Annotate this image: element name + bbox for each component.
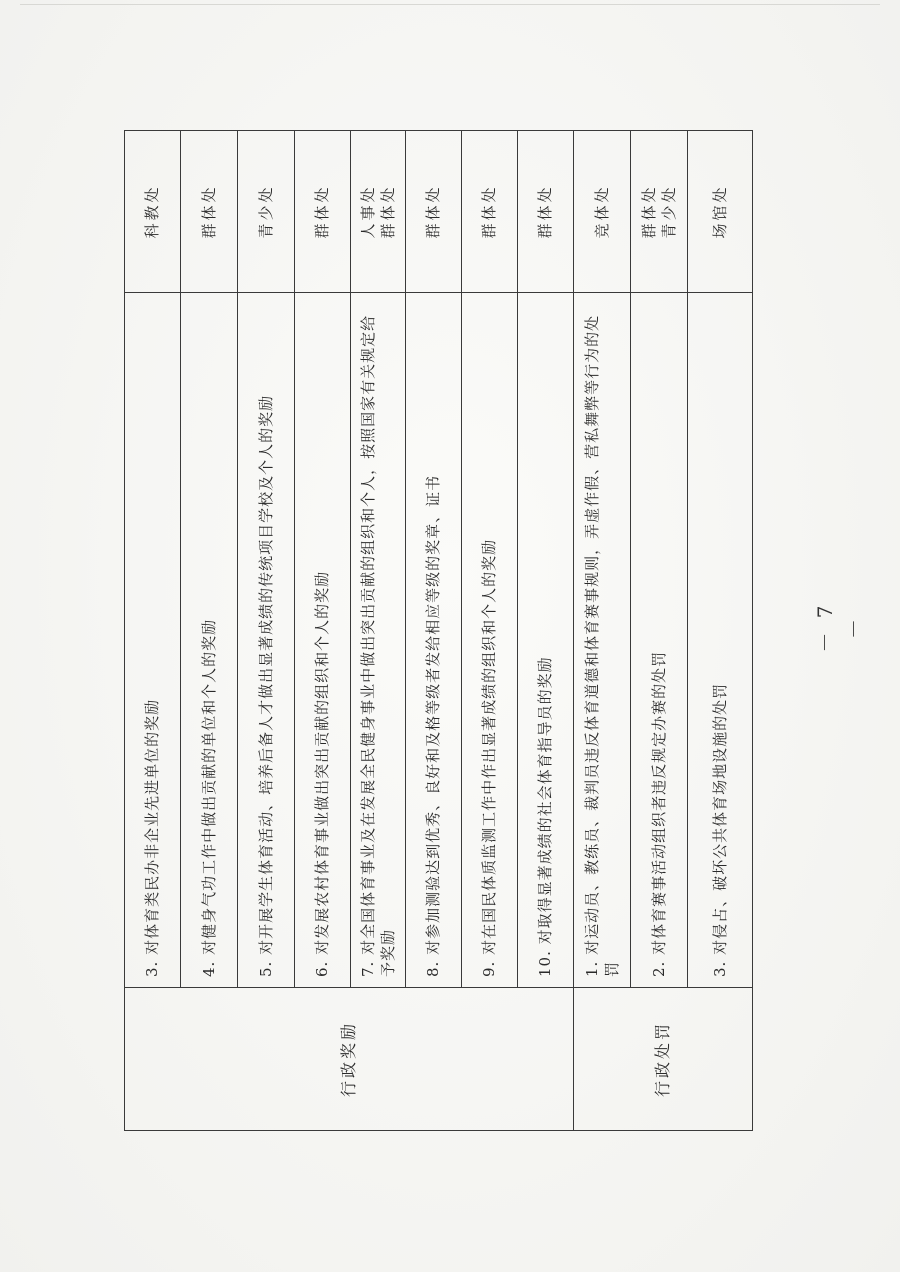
item-cell: 5. 对开展学生体育活动、培养后备人才做出显著成绩的传统项目学校及个人的奖励 [238,293,295,988]
dept-cell [688,131,753,293]
dept-cell [406,131,462,293]
top-edge-line [20,0,880,5]
item-cell: 10. 对取得显著成绩的社会体育指导员的奖励 [518,293,574,988]
dept-label: 群体处 [536,184,555,239]
dept-cell [631,131,688,293]
dept-label: 青少处 [660,184,678,239]
dept-label: 青少处 [256,184,275,239]
dept-label: 群体处 [480,184,499,239]
dept-label: 群体处 [313,184,332,239]
item-cell: 4. 对健身气功工作中做出贡献的单位和个人的奖励 [181,293,238,988]
item-cell: 2. 对体育赛事活动组织者违反规定办赛的处罚 [631,293,688,988]
dept-label: 场馆处 [710,184,729,239]
item-cell: 7. 对全国体育事业及在发展全民健身事业中做出突出贡献的组织和个人，按照国家有关规定给予奖励 [351,293,406,988]
dept-label: 群体处 [199,184,218,239]
table-row [351,131,406,1131]
item-cell: 1. 对运动员、教练员、裁判员违反体育道德和体育赛事规则，弄虚作假、营私舞弊等行为的处罚 [574,293,631,988]
dept-cell [238,131,295,293]
dept-cell [181,131,238,293]
category-cell-reward: 行政奖励 [125,988,574,1131]
dept-cell [295,131,351,293]
table-row [574,131,631,1131]
dept-cell [125,131,181,293]
dept-label: 科教处 [143,184,162,239]
table-row [295,131,351,1131]
item-cell: 9. 对在国民体质监测工作中作出显著成绩的组织和个人的奖励 [462,293,518,988]
table-row [125,131,181,1131]
dept-cell [518,131,574,293]
table-row [406,131,462,1131]
dept-cell [462,131,518,293]
item-cell: 3. 对体育类民办非企业先进单位的奖励 [125,293,181,988]
table-row [462,131,518,1131]
dept-label: 竞体处 [592,184,611,239]
table-row [518,131,574,1131]
table-row [631,131,688,1131]
table-row [688,131,753,1131]
item-cell: 6. 对发展农村体育事业做出突出贡献的组织和个人的奖励 [295,293,351,988]
item-cell: 3. 对侵占、破坏公共体育场地设施的处罚 [688,293,753,988]
dept-label: 人事处 [358,184,377,239]
dept-cell [574,131,631,293]
catalog-table [124,130,753,1131]
item-cell: 8. 对参加测验达到优秀、良好和及格等级者发给相应等级的奖章、证书 [406,293,462,988]
rotated-table-wrapper [124,131,752,1131]
category-cell-penalty: 行政处罚 [574,988,753,1131]
table-row [238,131,295,1131]
page-number: － 7 － [813,601,866,653]
table-row [181,131,238,1131]
dept-label: 群体处 [639,184,658,239]
dept-label: 群体处 [424,184,443,239]
dept-cell [351,131,406,293]
dept-label: 群体处 [379,184,397,239]
